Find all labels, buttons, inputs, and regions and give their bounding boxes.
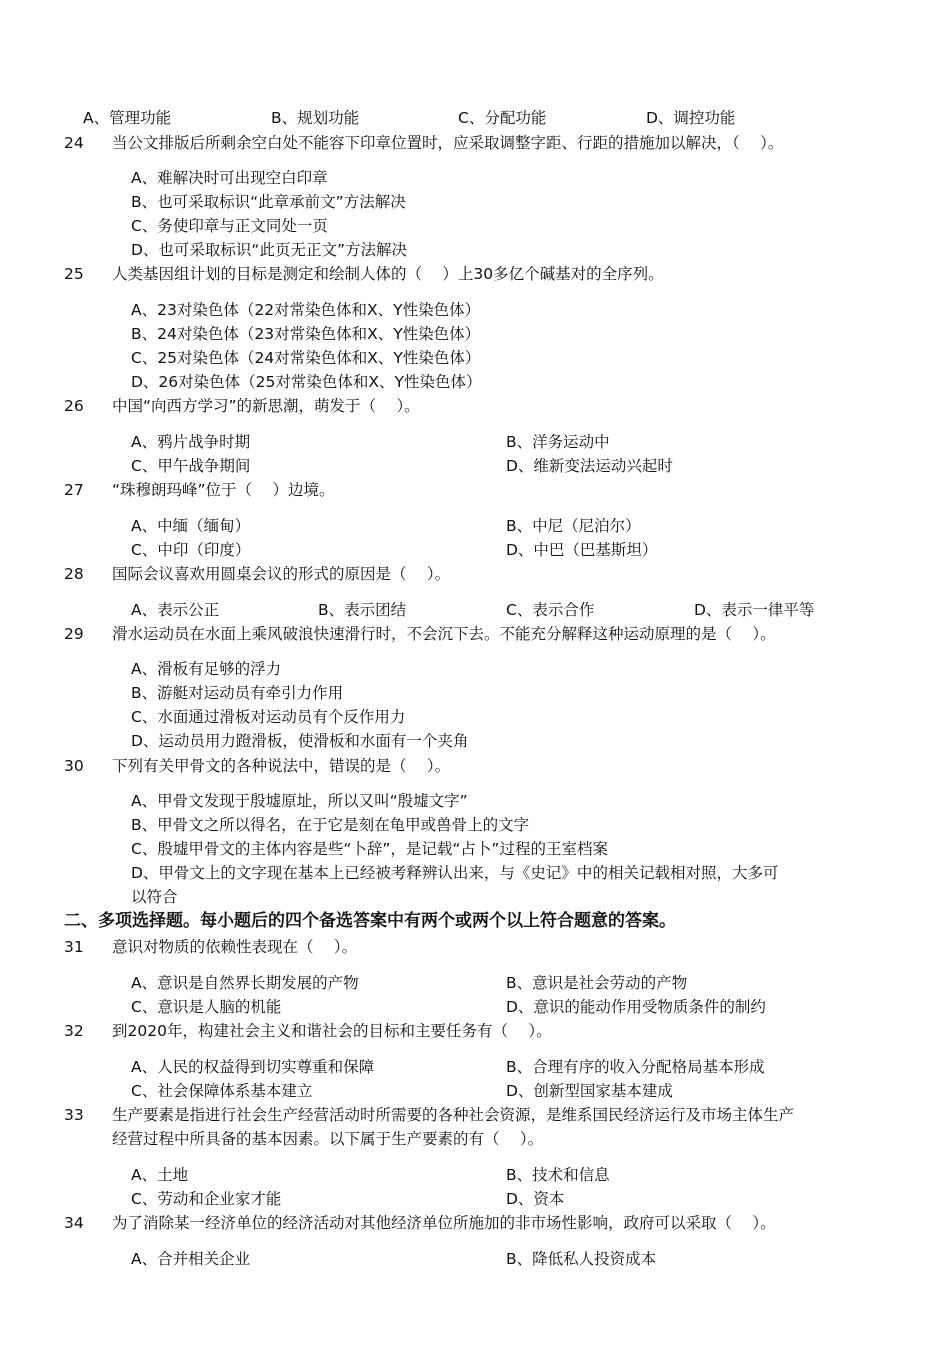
option-c: C、分配功能 bbox=[458, 109, 547, 127]
option-d: D、表示一律平等 bbox=[694, 601, 815, 619]
question-number: 31 bbox=[64, 938, 84, 956]
question-number: 24 bbox=[64, 134, 84, 152]
option-c: C、中印（印度） bbox=[131, 541, 251, 559]
option-b: B、降低私人投资成本 bbox=[506, 1250, 657, 1268]
question-text: 滑水运动员在水面上乘风破浪快速滑行时，不会沉下去。不能充分解释这种运动原理的是（ ）。 bbox=[112, 625, 776, 643]
option-d: D、也可采取标识“此页无正文”方法解决 bbox=[131, 241, 407, 259]
option-b: B、游艇对运动员有牵引力作用 bbox=[131, 684, 344, 702]
option-a: A、滑板有足够的浮力 bbox=[131, 660, 282, 678]
question-text: “珠穆朗玛峰”位于（ ）边境。 bbox=[112, 481, 335, 499]
option-a: A、表示公正 bbox=[131, 601, 220, 619]
option-c: C、务使印章与正文同处一页 bbox=[131, 217, 328, 235]
option-d: D、调控功能 bbox=[646, 109, 736, 127]
option-a: A、鸦片战争时期 bbox=[131, 433, 251, 451]
option-b: B、也可采取标识“此章承前文”方法解决 bbox=[131, 193, 406, 211]
option-d: D、运动员用力蹬滑板，使滑板和水面有一个夹角 bbox=[131, 732, 469, 750]
option-d: D、中巴（巴基斯坦） bbox=[506, 541, 658, 559]
option-a: A、管理功能 bbox=[83, 109, 172, 127]
question-number: 30 bbox=[64, 757, 84, 775]
question-text-continuation: 经营过程中所具备的基本因素。以下属于生产要素的有（ ）。 bbox=[112, 1130, 544, 1148]
option-d: D、维新变法运动兴起时 bbox=[506, 457, 673, 475]
question-number: 34 bbox=[64, 1214, 84, 1232]
option-b: B、表示团结 bbox=[318, 601, 407, 619]
option-d: D、26对染色体（25对常染色体和X、Y性染色体） bbox=[131, 373, 482, 391]
option-b: B、合理有序的收入分配格局基本形成 bbox=[506, 1058, 765, 1076]
option-b: B、技术和信息 bbox=[506, 1166, 610, 1184]
option-b: B、意识是社会劳动的产物 bbox=[506, 974, 688, 992]
option-a: A、甲骨文发现于殷墟原址，所以又叫“殷墟文字” bbox=[131, 792, 468, 810]
question-text: 当公文排版后所剩余空白处不能容下印章位置时，应采取调整字距、行距的措施加以解决，（ ）。 bbox=[112, 134, 784, 152]
option-c: C、意识是人脑的机能 bbox=[131, 998, 282, 1016]
option-d: D、资本 bbox=[506, 1190, 565, 1208]
option-a: A、23对染色体（22对常染色体和X、Y性染色体） bbox=[131, 301, 481, 319]
option-c: C、甲午战争期间 bbox=[131, 457, 251, 475]
option-b: B、洋务运动中 bbox=[506, 433, 610, 451]
option-d: D、创新型国家基本建成 bbox=[506, 1082, 673, 1100]
option-b: B、24对染色体（23对常染色体和X、Y性染色体） bbox=[131, 325, 481, 343]
option-a: A、土地 bbox=[131, 1166, 189, 1184]
option-c: C、社会保障体系基本建立 bbox=[131, 1082, 313, 1100]
question-text: 生产要素是指进行社会生产经营活动时所需要的各种社会资源，是维系国民经济运行及市场主体生产 bbox=[112, 1106, 795, 1124]
option-d: D、甲骨文上的文字现在基本上已经被考释辨认出来，与《史记》中的相关记载相对照，大多可 bbox=[131, 864, 779, 882]
option-c: C、表示合作 bbox=[506, 601, 595, 619]
question-text: 到2020年，构建社会主义和谐社会的目标和主要任务有（ ）。 bbox=[112, 1022, 552, 1040]
option-d: D、意识的能动作用受物质条件的制约 bbox=[506, 998, 766, 1016]
section-heading: 二、多项选择题。每小题后的四个备选答案中有两个或两个以上符合题意的答案。 bbox=[64, 911, 676, 931]
option-b: B、中尼（尼泊尔） bbox=[506, 517, 641, 535]
question-text: 国际会议喜欢用圆桌会议的形式的原因是（ ）。 bbox=[112, 565, 451, 583]
question-text: 意识对物质的依赖性表现在（ ）。 bbox=[112, 938, 358, 956]
option-a: A、人民的权益得到切实尊重和保障 bbox=[131, 1058, 375, 1076]
question-text: 为了消除某一经济单位的经济活动对其他经济单位所施加的非市场性影响，政府可以采取（ ）。 bbox=[112, 1214, 776, 1232]
question-number: 28 bbox=[64, 565, 84, 583]
option-a: A、合并相关企业 bbox=[131, 1250, 251, 1268]
option-c: C、劳动和企业家才能 bbox=[131, 1190, 282, 1208]
option-c: C、水面通过滑板对运动员有个反作用力 bbox=[131, 708, 406, 726]
option-b: B、甲骨文之所以得名，在于它是刻在龟甲或兽骨上的文字 bbox=[131, 816, 530, 834]
question-number: 33 bbox=[64, 1106, 84, 1124]
question-number: 27 bbox=[64, 481, 84, 499]
question-text: 人类基因组计划的目标是测定和绘制人体的（ ）上30多亿个碱基对的全序列。 bbox=[112, 265, 664, 283]
option-d-continuation: 以符合 bbox=[131, 888, 178, 906]
question-text: 中国“向西方学习”的新思潮，萌发于（ ）。 bbox=[112, 397, 420, 415]
option-a: A、难解决时可出现空白印章 bbox=[131, 169, 328, 187]
question-number: 26 bbox=[64, 397, 84, 415]
question-text: 下列有关甲骨文的各种说法中，错误的是（ ）。 bbox=[112, 757, 451, 775]
option-b: B、规划功能 bbox=[271, 109, 360, 127]
option-a: A、中缅（缅甸） bbox=[131, 517, 251, 535]
option-a: A、意识是自然界长期发展的产物 bbox=[131, 974, 359, 992]
question-number: 25 bbox=[64, 265, 84, 283]
option-c: C、殷墟甲骨文的主体内容是些“卜辞”，是记载“占卜”过程的王室档案 bbox=[131, 840, 608, 858]
question-number: 29 bbox=[64, 625, 84, 643]
option-c: C、25对染色体（24对常染色体和X、Y性染色体） bbox=[131, 349, 481, 367]
question-number: 32 bbox=[64, 1022, 84, 1040]
